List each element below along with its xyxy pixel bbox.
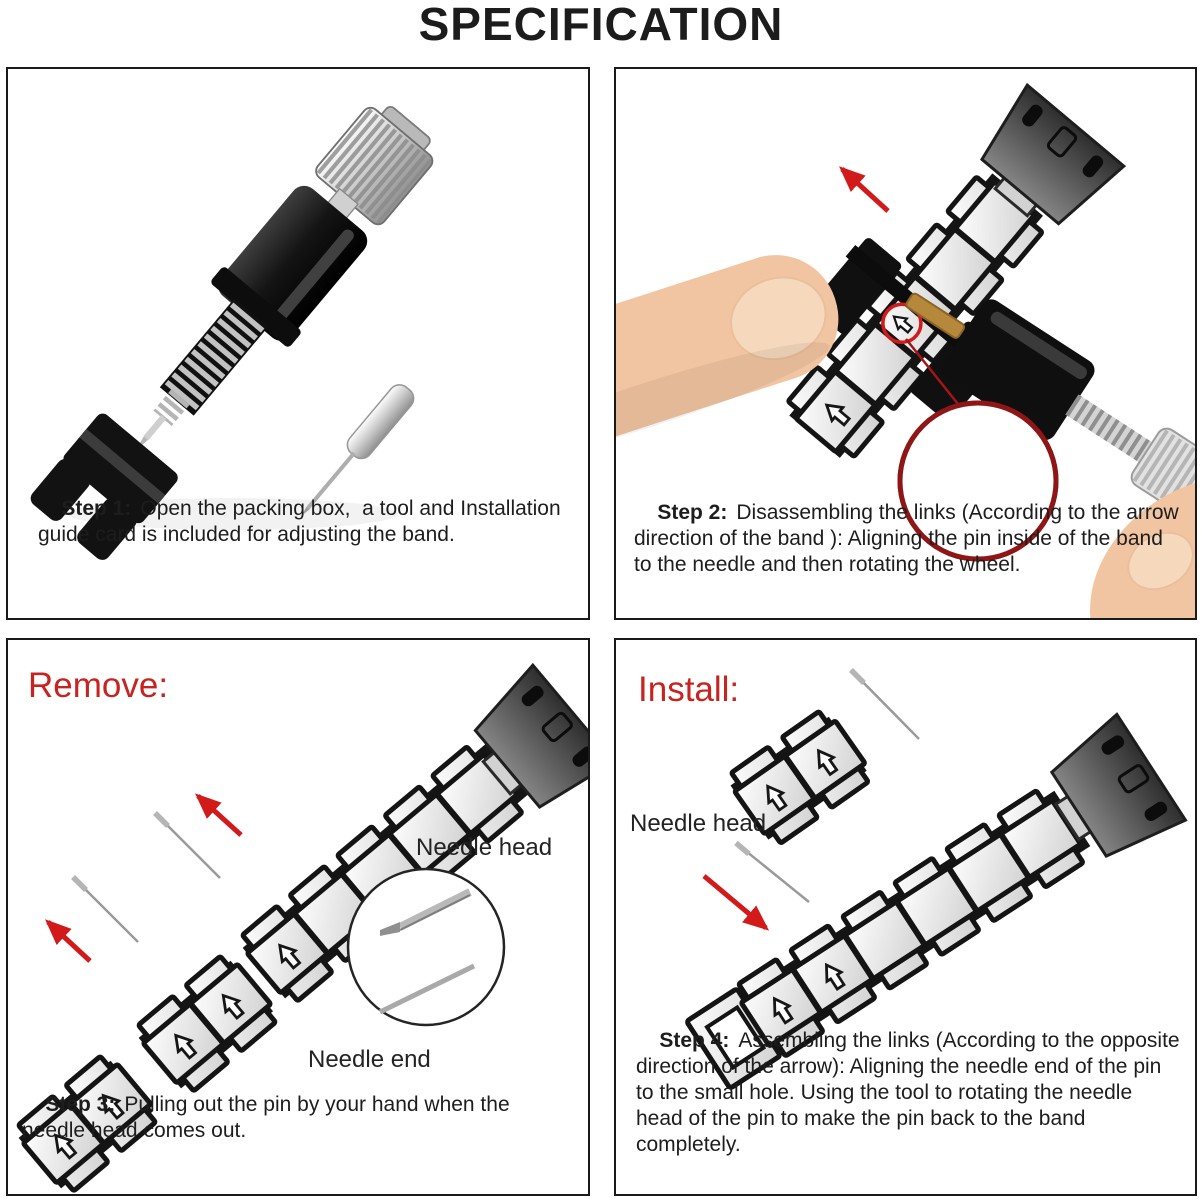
push-pin-rod: [144, 415, 167, 440]
red-arrow-icon: [704, 876, 766, 928]
red-arrow-icon: [198, 796, 241, 835]
panel-step4-install: [614, 638, 1197, 1196]
extracted-pin-graphic: [73, 877, 138, 942]
step4-caption: [636, 1002, 1186, 1184]
install-label: Install:: [638, 670, 740, 709]
step1-label: Step 1:: [61, 497, 132, 520]
step4-text: Assembling the links (According to the opposite direction of the arrow): Aligning the needle end of the pin to the small hole. Using the tool to rotating the needle head of the pin to make the pin back to the band completely.: [636, 1029, 1186, 1156]
needle-head-label: Needle head: [416, 834, 553, 861]
panel-step2: [614, 67, 1197, 620]
step1-text: Open the packing box, a tool and Installation guide card is included for adjusting the band.: [38, 497, 567, 546]
step2-label: Step 2:: [657, 501, 728, 524]
page-title: SPECIFICATION: [418, 0, 784, 50]
extracted-pin-graphic: [155, 813, 220, 878]
magnifier-icon: [348, 869, 504, 1025]
needle-head-label: Needle head: [630, 810, 767, 837]
pin-tube: [343, 380, 418, 463]
pin-graphic: [851, 670, 919, 739]
red-arrow-icon: [842, 169, 888, 211]
step1-caption: [38, 470, 570, 574]
step4-label: Step 4:: [659, 1029, 730, 1052]
remove-label: Remove:: [28, 666, 169, 705]
pin-graphic: [736, 843, 809, 902]
step3-text: Pulling out the pin by your hand when the needle head comes out.: [22, 1093, 516, 1142]
step3-caption: [22, 1066, 572, 1170]
step2-text: Disassembling the links (According to the arrow direction of the band ): Aligning the pin inside of the band to the needle and then rotating the wheel.: [634, 501, 1185, 576]
panel-step3-remove: [6, 638, 590, 1196]
step3-label: Step 3:: [45, 1093, 116, 1116]
red-arrow-icon: [48, 922, 90, 961]
needle-end-label: Needle end: [308, 1046, 431, 1073]
panel-step1: [6, 67, 590, 620]
step2-caption: [634, 474, 1183, 604]
